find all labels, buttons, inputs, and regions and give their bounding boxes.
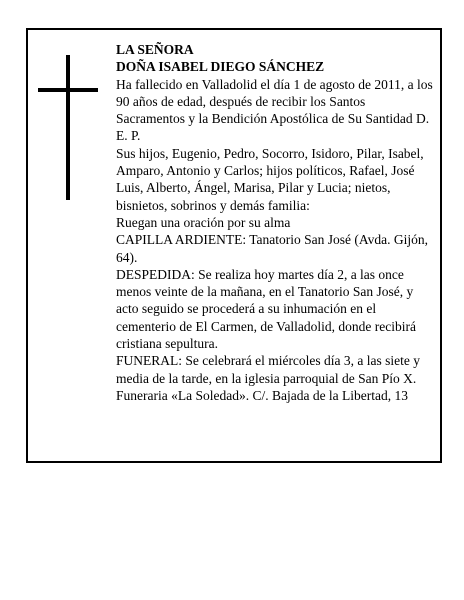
wake-location: CAPILLA ARDIENTE: Tanatorio San José (Avda. Gijón, 64).: [116, 232, 429, 265]
obituary-notice: [26, 28, 442, 463]
funeral-home: Funeraria «La Soledad». C/. Bajada de la Libertad, 13: [116, 387, 409, 403]
funeral-details: FUNERAL: Se celebrará el miércoles día 3, a las siete y media de la tarde, en la iglesia parroquial de San Pío X.: [116, 353, 421, 386]
cross-icon: [38, 55, 98, 200]
family-list: Sus hijos, Eugenio, Pedro, Socorro, Isidoro, Pilar, Isabel, Amparo, Antonio y Carlos; hijos políticos, Rafael, José Luis, Alberto, Ángel, Marisa, Pilar y Lucia; nietos, bisnietos, sobrinos y demás familia:: [116, 145, 424, 213]
death-announcement: Ha fallecido en Valladolid el día 1 de agosto de 2011, a los 90 años de edad, después de recibir los Santos Sacramentos y la Bendición Apostólica de Su Santidad D. E. P.: [116, 76, 433, 144]
cross-vertical-bar: [66, 55, 70, 200]
notice-title: LA SEÑORA: [116, 42, 194, 57]
deceased-name: DOÑA ISABEL DIEGO SÁNCHEZ: [116, 59, 325, 75]
notice-text: [116, 41, 434, 404]
cross-horizontal-bar: [38, 88, 98, 92]
farewell-details: DESPEDIDA: Se realiza hoy martes día 2, a las once menos veinte de la mañana, en el Tanatorio San José, y acto seguido se procederá a su inhumación en el cementerio de El Carmen, de Valladolid, donde recibirá cristiana sepultura.: [116, 266, 417, 352]
prayer-request: Ruegan una oración por su alma: [116, 214, 291, 230]
